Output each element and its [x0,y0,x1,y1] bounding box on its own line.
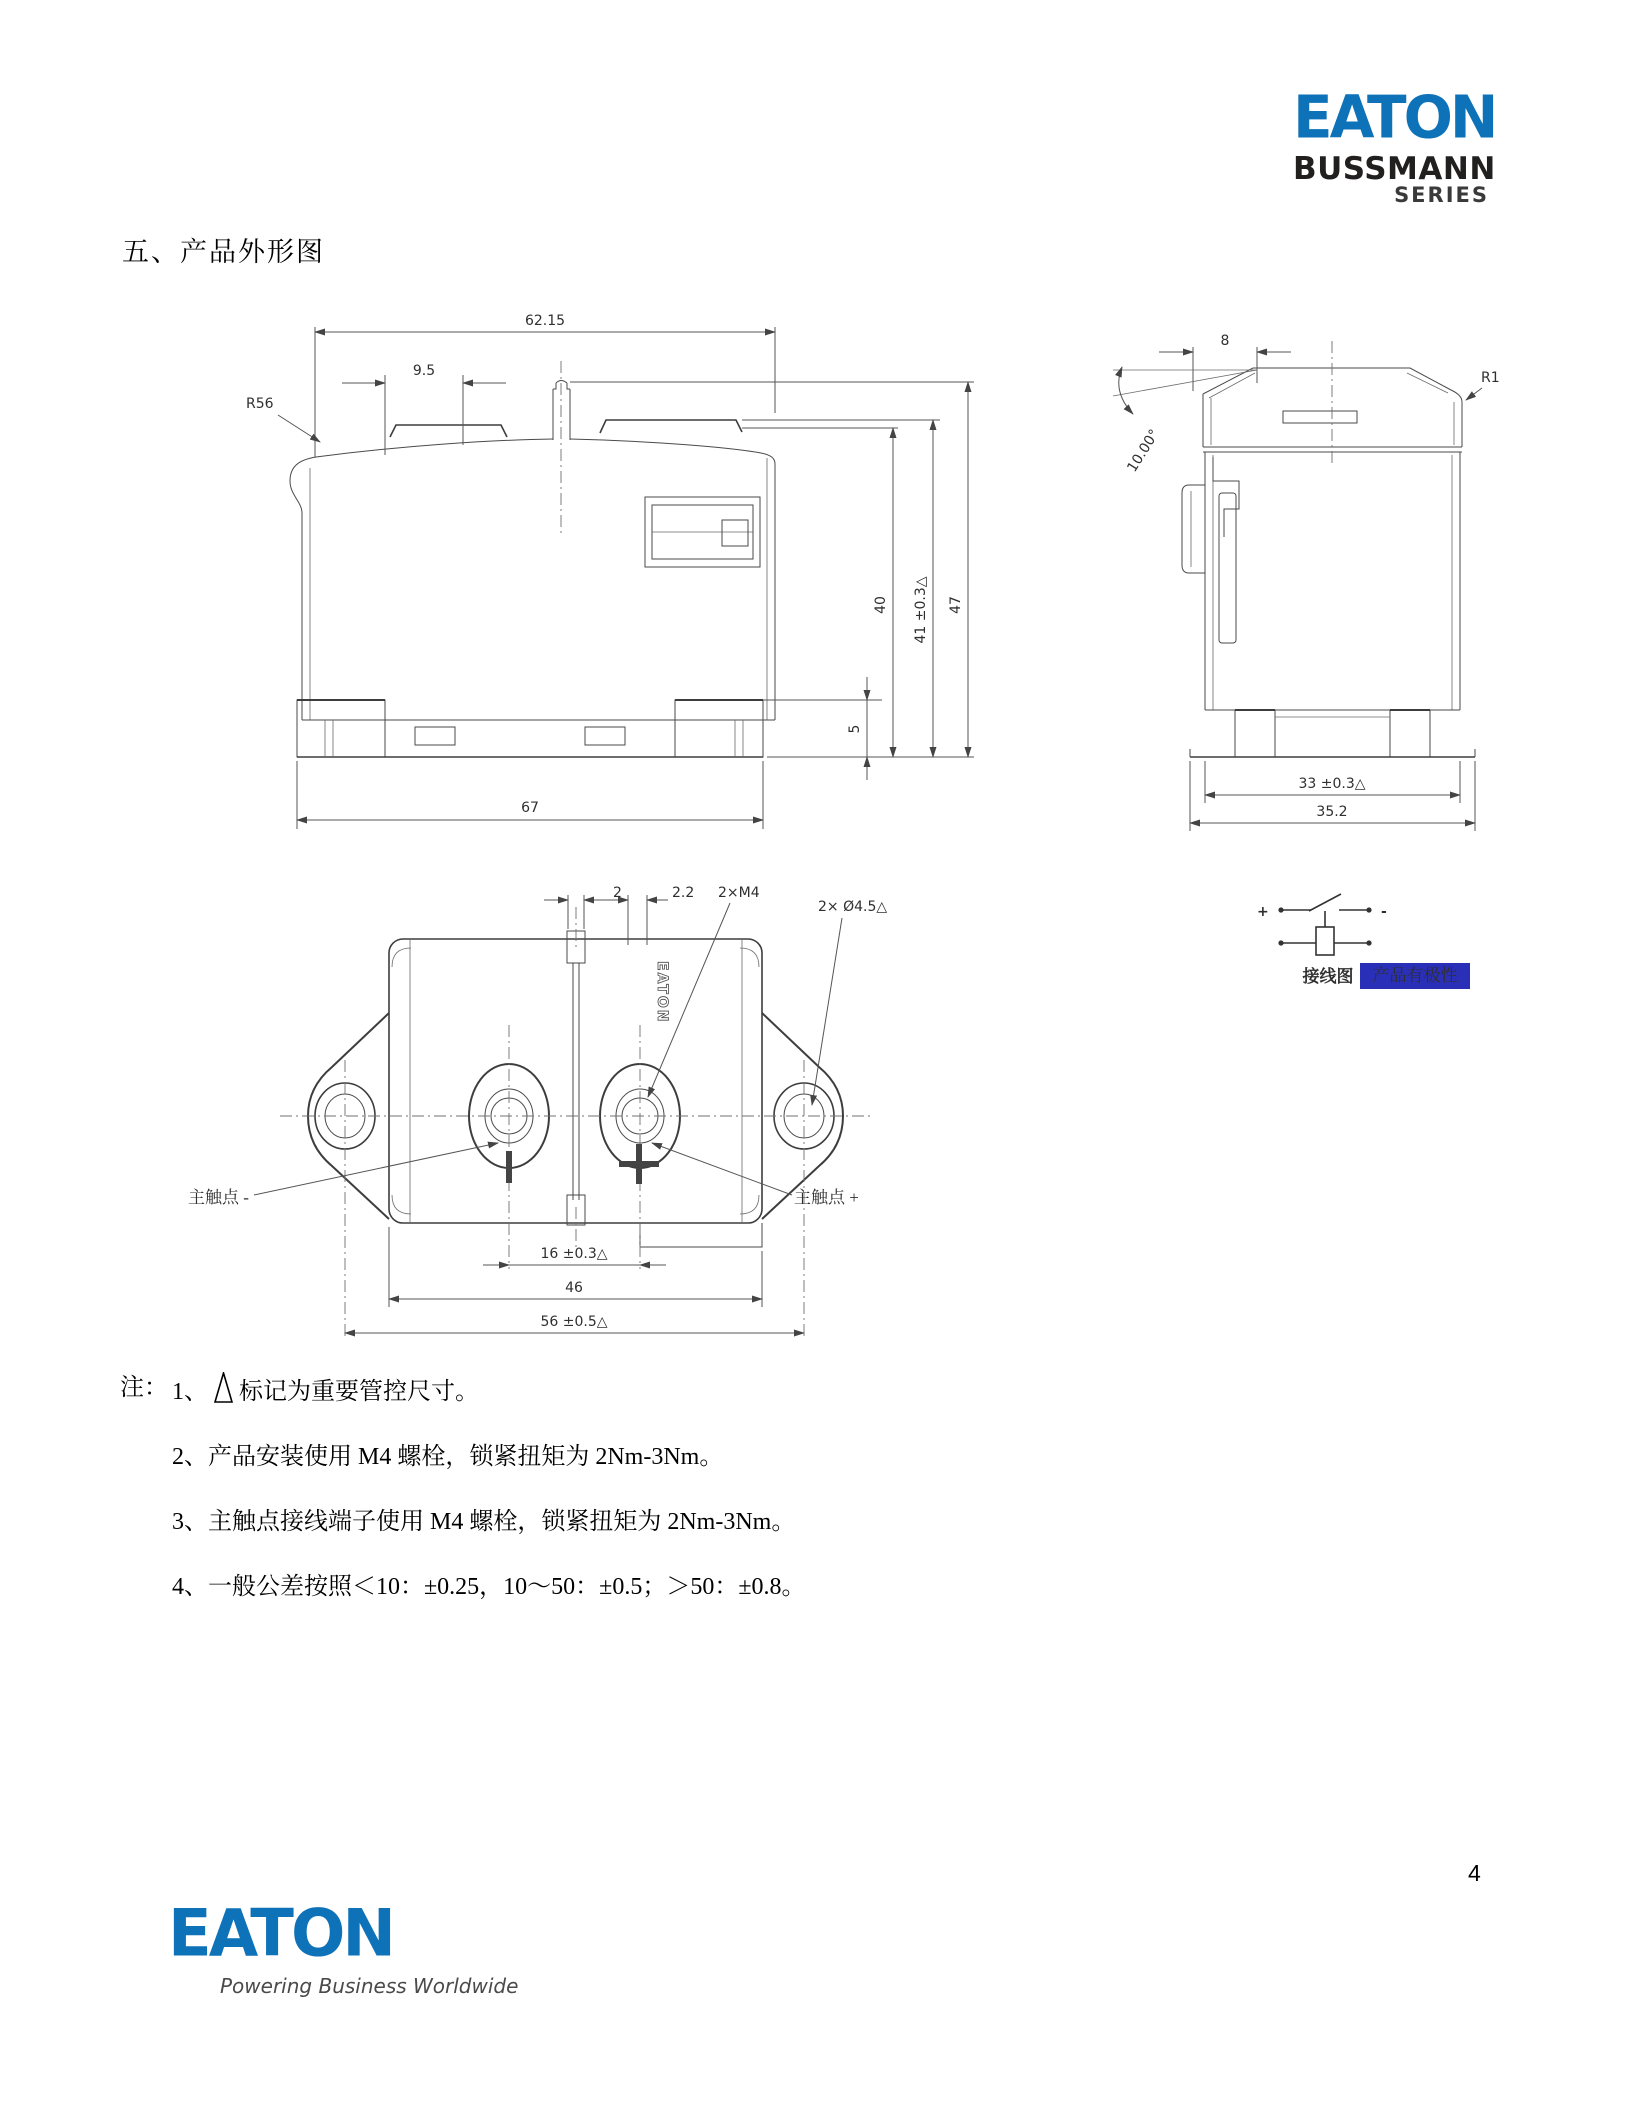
bottom-view-dimensions [188,885,887,1333]
important-dimension-triangle-icon [214,1372,233,1403]
dim-angle: 10.00° [1124,426,1163,476]
dim-gap2: 2.2 [672,885,695,901]
dim-hole: 2× Ø4.5△ [818,899,888,915]
dim-mount-pitch: 56 ±0.5△ [540,1314,608,1330]
dim-width-bottom: 67 [521,800,539,816]
bussmann-wordmark: BUSSMANN [1293,151,1496,187]
polarity-badge [1360,963,1470,989]
wiring-plus-label: + [1257,904,1269,920]
note-1-number: 1、 [172,1379,208,1405]
bottom-view-drawing [170,855,950,1355]
eaton-logo: EATON [1293,82,1496,152]
dim-h47: 47 [948,596,964,614]
note-2-text: 2、产品安装使用 M4 螺栓，锁紧扭矩为 2Nm-3Nm。 [172,1444,724,1470]
footer-eaton-logo: EATON [168,1896,393,1972]
page-title: 五、产品外形图 [122,237,325,267]
bottom-view-body [280,907,870,1337]
front-view-body [290,361,775,757]
wiring-diagram [1235,865,1535,1015]
note-3 [120,1506,1140,1538]
wiring-caption: 接线图 [1302,967,1354,986]
dim-offset: 9.5 [412,363,436,379]
dim-radius-r1: R1 [1481,370,1500,386]
note-2 [120,1441,1140,1473]
notes-section [120,1372,1140,1636]
dim-thread: 2×M4 [718,885,760,901]
dim-depth-overall: 35.2 [1316,804,1348,820]
series-wordmark: SERIES [1394,183,1489,207]
side-view-body [1182,341,1475,757]
label-main-contact-plus: 主触点 + [794,1188,859,1207]
dim-radius-r56: R56 [246,396,274,412]
notes-prefix: 注： [120,1375,168,1401]
front-view-drawing [230,305,1010,845]
header-logo-block [1293,82,1496,207]
front-view-dimensions [246,313,974,829]
wiring-minus-label: - [1381,904,1387,920]
polarity-badge-text: 产品有极性 [1372,966,1458,985]
dim-body-width: 46 [565,1280,583,1296]
note-4 [120,1571,1140,1603]
page-number: 4 [1468,1860,1481,1886]
label-main-contact-minus: 主触点 - [188,1188,249,1207]
footer-tagline: Powering Business Worldwide [220,1974,519,1998]
note-1-body [172,1372,479,1408]
dim-top-width: 8 [1220,333,1230,349]
dim-h40: 40 [873,596,889,614]
dim-pitch: 16 ±0.3△ [540,1246,608,1262]
note-1 [120,1372,1140,1408]
dim-depth: 33 ±0.3△ [1298,776,1366,792]
relay-symbol [1257,894,1387,955]
dim-base-height: 5 [847,724,863,734]
note-4-text: 4、一般公差按照＜10：±0.25，10～50：±0.5；＞50：±0.8。 [172,1574,806,1600]
note-1-text: 标记为重要管控尺寸。 [239,1379,479,1405]
plus-polarity-mark [619,1144,659,1184]
side-view-drawing [1085,305,1530,845]
note-3-text: 3、主触点接线端子使用 M4 螺栓，锁紧扭矩为 2Nm-3Nm。 [172,1509,796,1535]
molded-eaton-marking: EATON [654,961,670,1024]
dim-width-top: 62.15 [524,313,566,329]
footer-logo-block [168,1896,519,1998]
minus-polarity-mark [506,1151,512,1183]
dim-h41: 41 ±0.3△ [913,576,929,644]
dim-gap: 2 [613,885,622,901]
